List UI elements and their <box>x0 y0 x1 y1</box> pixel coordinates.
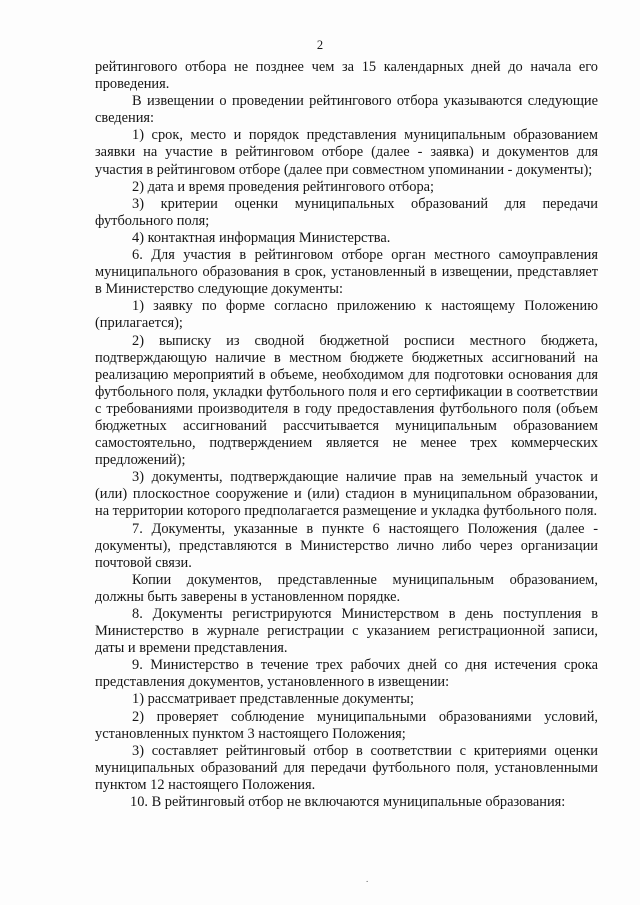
footer-mark: . <box>366 874 369 884</box>
document-body <box>95 59 598 811</box>
list-item-check-conditions: 2) проверяет соблюдение муниципальными образованиями условий, установленных пунктом 3 настоящего Положения; <box>95 708 598 742</box>
list-item-application-form: 1) заявку по форме согласно приложению к настоящему Положению (прилагается); <box>95 298 598 332</box>
page-number: 2 <box>316 38 324 52</box>
list-item-review-documents: 1) рассматривает представленные документы; <box>132 691 414 708</box>
list-item-contact-info: 4) контактная информация Министерства. <box>132 229 391 246</box>
paragraph-selection-deadline: рейтингового отбора не позднее чем за 15 календарных дней до начала его проведения. <box>95 59 598 93</box>
clause-8-document-registration: 8. Документы регистрируются Министерством в день поступления в Министерство в журнале регистрации с указанием регистрационной записи, даты и времени представления. <box>95 606 598 657</box>
list-item-budget-extract: 2) выписку из сводной бюджетной росписи местного бюджета, подтверждающую наличие в местном бюджете бюджетных ассигнований на реализацию мероприятий в объеме, необходимом для подготовки основания для футбольного поля, укладки футбольного поля и его сертификации в соответствии с требованиями производителя в году предоставления футбольного поля (объем бюджетных ассигнований рассчитывается муниципальным образованием самостоятельно, подтверждением является не менее трех коммерческих предложений); <box>95 332 598 469</box>
clause-7-document-submission: 7. Документы, указанные в пункте 6 настоящего Положения (далее - документы), представляются в Министерство лично либо через организации почтовой связи. <box>95 520 598 571</box>
paragraph-notice-intro: В извещении о проведении рейтингового отбора указываются следующие сведения: <box>95 93 598 127</box>
clause-9-ministry-review: 9. Министерство в течение трех рабочих дней со дня истечения срока представления документов, установленного в извещении: <box>95 657 598 691</box>
list-item-land-rights-documents: 3) документы, подтверждающие наличие прав на земельный участок и (или) плоскостное сооружение и (или) стадион в муниципальном образовании, на территории которого предполагается размещение и укладка футбольного поля. <box>95 469 598 520</box>
list-item-selection-date: 2) дата и время проведения рейтингового отбора; <box>132 178 435 195</box>
list-item-application-terms: 1) срок, место и порядок представления муниципальным образованием заявки на участие в рейтинговом отборе (далее - заявка) и документов для участия в рейтинговом отборе (далее при совместном упоминании - документы); <box>95 127 598 178</box>
clause-10-exclusions: 10. В рейтинговый отбор не включаются муниципальные образования: <box>130 794 566 811</box>
list-item-compile-rating: 3) составляет рейтинговый отбор в соответствии с критериями оценки муниципальных образований для передачи футбольного поля, установленными пунктом 12 настоящего Положения. <box>95 742 598 793</box>
paragraph-certified-copies: Копии документов, представленные муниципальным образованием, должны быть заверены в установленном порядке. <box>95 571 598 605</box>
list-item-evaluation-criteria: 3) критерии оценки муниципальных образований для передачи футбольного поля; <box>95 195 598 229</box>
clause-6-required-documents: 6. Для участия в рейтинговом отборе орган местного самоуправления муниципального образования в срок, установленный в извещении, представляет в Министерство следующие документы: <box>95 247 598 298</box>
